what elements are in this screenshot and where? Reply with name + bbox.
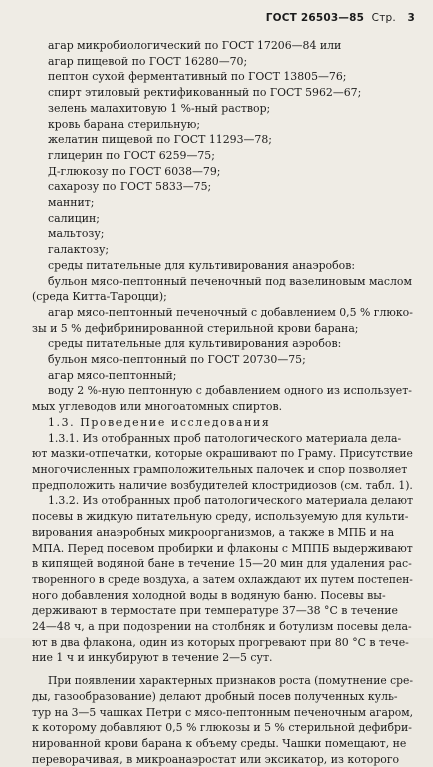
paragraph-line: вирования анаэробных микроорганизмов, а также в МПБ и на	[32, 525, 395, 539]
list-item: галактозу;	[48, 243, 110, 257]
list-item: агар мясо-пептонный печеночный с добавлением 0,5 % глюко-	[48, 305, 413, 319]
paragraph-line: тур на 3—5 чашках Петри с мясо-пептонным печеночным агаром,	[32, 705, 414, 719]
list-item: зелень малахитовую 1 %-ный раствор;	[48, 101, 271, 115]
list-item: мых углеводов или многоатомных спиртов.	[32, 400, 283, 414]
paragraph-line: ют мазки-отпечатки, которые окрашивают по Граму. Присутствие	[32, 447, 413, 461]
list-item: сахарозу по ГОСТ 5833—75;	[48, 180, 212, 194]
paragraph-line: держивают в термостате при температуре 37—38 °С в течение	[32, 604, 398, 618]
paragraph-line: к которому добавляют 0,5 % глюкозы и 5 % стерильной дефибри-	[32, 721, 412, 735]
paragraph-1-3-2	[32, 493, 413, 666]
page-label: Стр.	[371, 12, 396, 24]
paragraph-line: ют в два флакона, один из которых прогревают при 80 °С в тече-	[32, 635, 409, 649]
list-item: воду 2 %-ную пептонную с добавлением одного из использует-	[48, 384, 412, 398]
paragraph-line: предположить наличие возбудителей клостридиозов (см. табл. 1).	[32, 478, 413, 492]
list-item: Д-глюкозу по ГОСТ 6038—79;	[48, 164, 221, 178]
list-item: зы и 5 % дефибринированной стерильной крови барана;	[32, 321, 359, 335]
list-item: агар пищевой по ГОСТ 16280—70;	[48, 54, 248, 68]
paragraph-spacer	[32, 666, 413, 673]
list-item: спирт этиловый ректификованный по ГОСТ 5962—67;	[48, 86, 362, 100]
list-item: бульон мясо-пептонный по ГОСТ 20730—75;	[48, 353, 306, 367]
reagent-list	[32, 38, 413, 415]
document-body	[32, 38, 413, 767]
list-item: кровь барана стерильную;	[48, 117, 201, 131]
list-item: мальтозу;	[48, 227, 105, 241]
paragraph-line: переворачивая, в микроанаэростат или эксикатор, из которого	[32, 752, 400, 766]
section-heading: 1.3. Проведение исследования	[48, 415, 271, 429]
paragraph-1-3-1	[32, 431, 413, 494]
paragraph-line: творенного в среде воздуха, а затем охлаждают их путем постепен-	[32, 572, 413, 586]
paragraph-line: ние 1 ч и инкубируют в течение 2—5 сут.	[32, 651, 273, 665]
paragraph-line: МПА. Перед посевом пробирки и флаконы с МППБ выдерживают	[32, 541, 413, 555]
paragraph-line: ного добавления холодной воды в водяную баню. Посевы вы-	[32, 588, 386, 602]
paragraph-line: посевы в жидкую питательную среду, используемую для культи-	[32, 510, 409, 524]
paragraph-line: 1.3.2. Из отобранных проб патологического материала делают	[48, 494, 413, 508]
paragraph-line: нированной крови барана к объему среды. Чашки помещают, не	[32, 736, 407, 750]
paragraph-line: многочисленных грамположительных палочек и спор позволяет	[32, 462, 408, 476]
page-header	[266, 12, 415, 24]
paragraph-line: 1.3.1. Из отобранных проб патологического материала дела-	[48, 431, 402, 445]
paragraph-line: При появлении характерных признаков роста (помутнение сре-	[48, 674, 413, 688]
list-item: агар микробиологический по ГОСТ 17206—84 или	[48, 39, 342, 52]
list-item: глицерин по ГОСТ 6259—75;	[48, 148, 215, 162]
paragraph-line: в кипящей водяной бане в течение 15—20 мин для удаления рас-	[32, 557, 412, 571]
list-item: маннит;	[48, 196, 95, 210]
page-number: 3	[407, 12, 415, 24]
paragraph-line: 24—48 ч, а при подозрении на столбняк и ботулизм посевы дела-	[32, 620, 412, 634]
list-item: (среда Китта-Тароцци);	[32, 290, 167, 304]
list-item: среды питательные для культивирования анаэробов:	[48, 258, 356, 272]
paragraph-line: ды, газообразование) делают дробный посев полученных куль-	[32, 689, 398, 703]
standard-number: ГОСТ 26503—85	[265, 12, 365, 24]
list-item: пептон сухой ферментативный по ГОСТ 13805—76;	[48, 70, 347, 84]
list-item: агар мясо-пептонный;	[48, 368, 177, 382]
list-item: бульон мясо-пептонный печеночный под вазелиновым маслом	[48, 274, 412, 288]
list-item: желатин пищевой по ГОСТ 11293—78;	[48, 133, 272, 147]
list-item: среды питательные для культивирования аэробов:	[48, 337, 342, 351]
list-item: салицин;	[48, 211, 100, 225]
paragraph-growth	[32, 673, 413, 767]
